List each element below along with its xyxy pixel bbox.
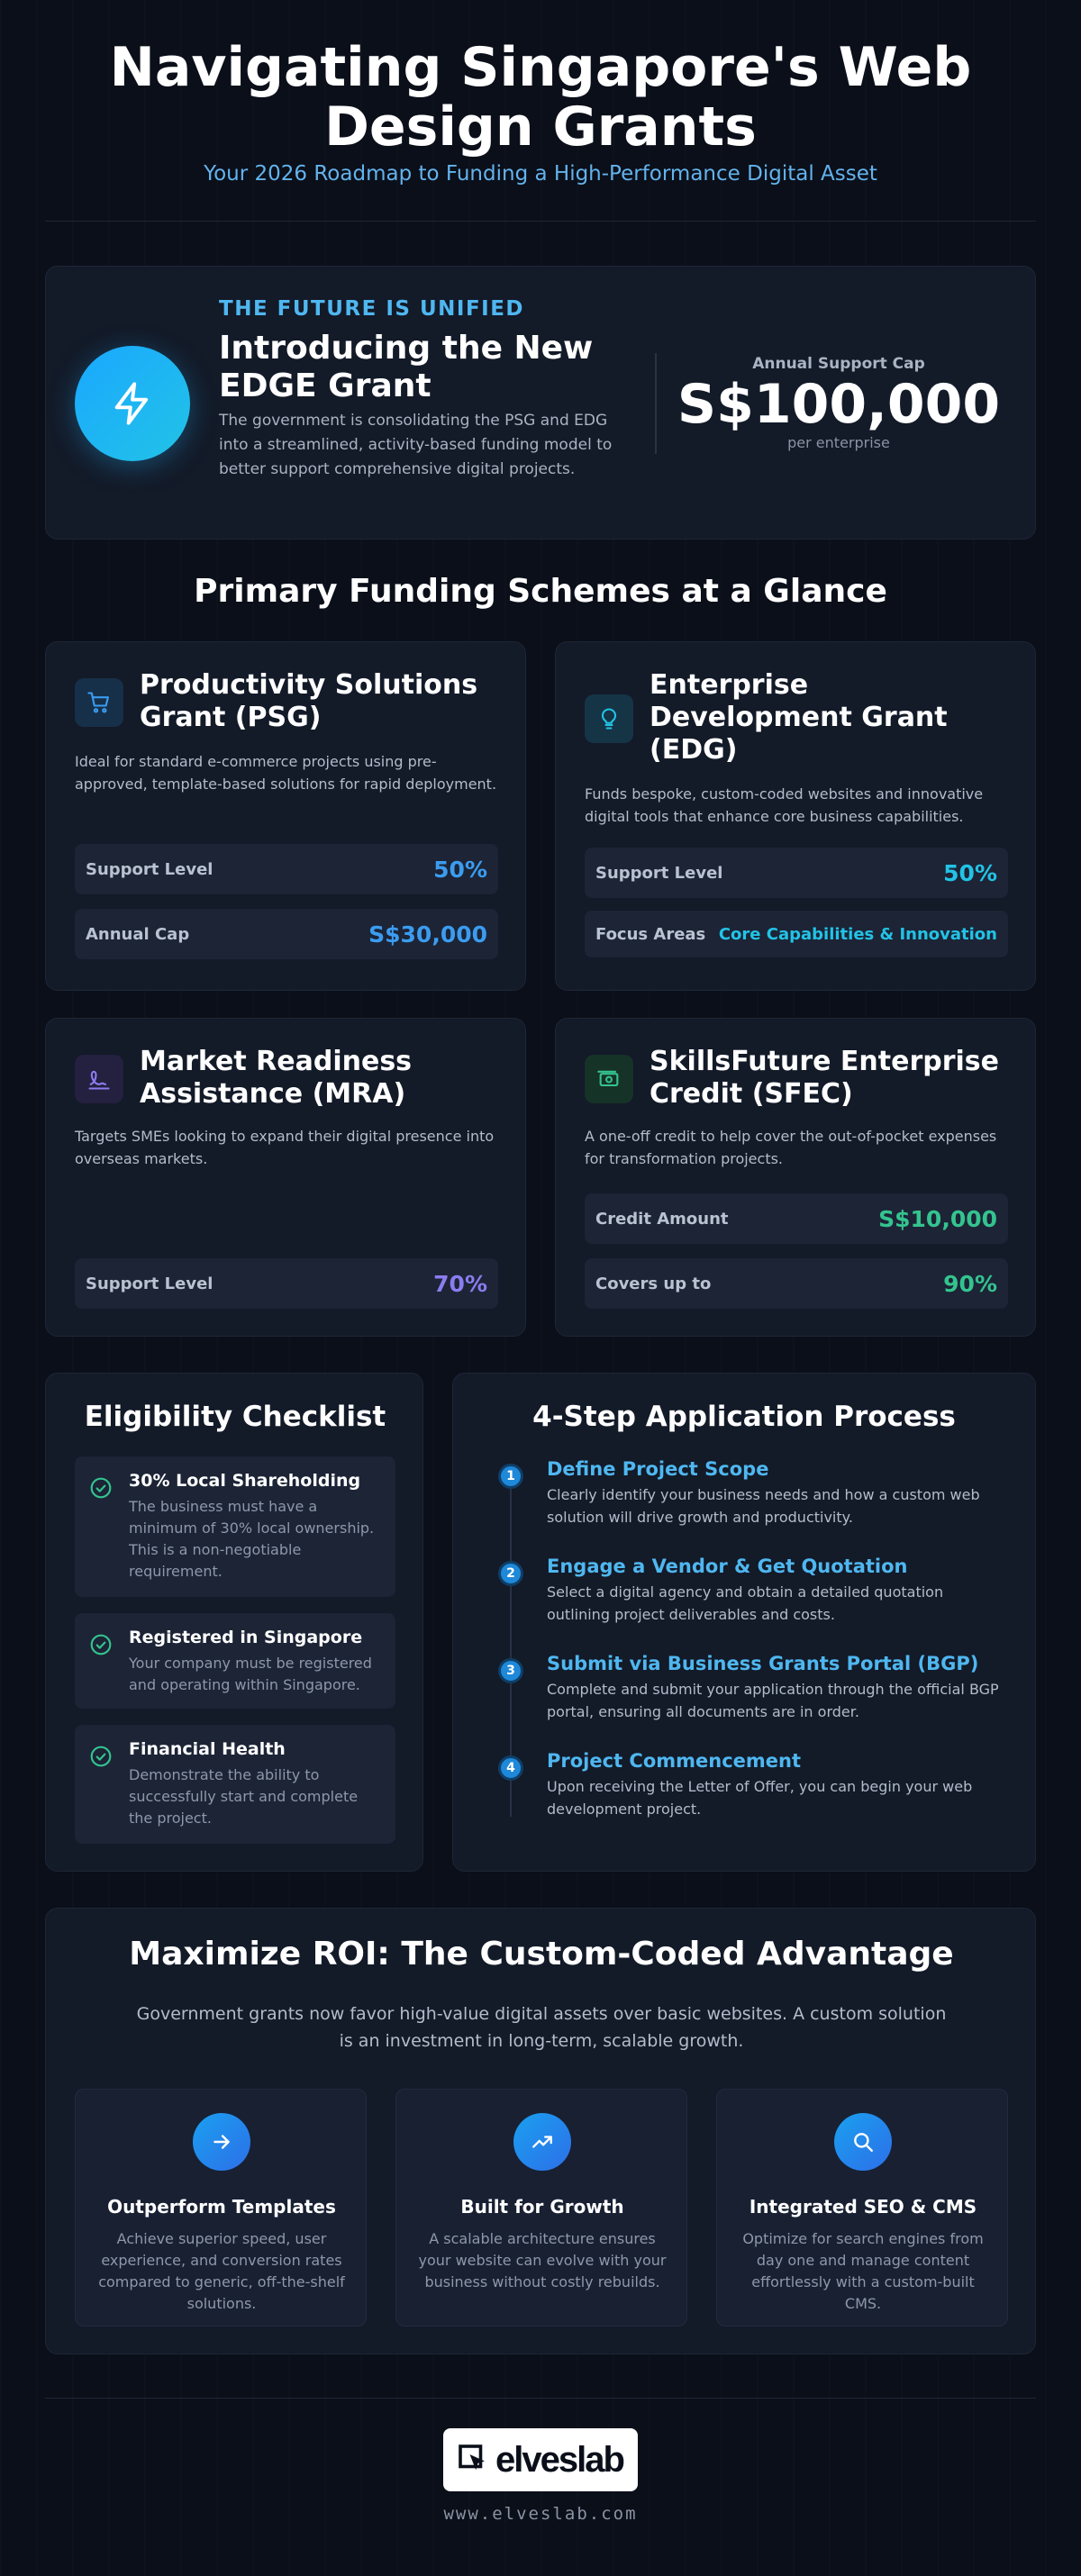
- check-circle-icon: [89, 1633, 113, 1656]
- scheme-title: Market Readiness Assistance (MRA): [140, 1046, 413, 1110]
- eligibility-description: Your company must be registered and operating within Singapore.: [129, 1655, 372, 1693]
- stat-value: Core Capabilities & Innovation: [718, 924, 997, 944]
- check-circle-icon: [89, 1476, 113, 1500]
- scheme-card-sfec: [555, 1018, 1036, 1337]
- stat-row: [585, 1193, 1008, 1244]
- roi-title: Maximize ROI: The Custom-Coded Advantage: [129, 1936, 954, 1973]
- step-description: Complete and submit your application through the official BGP portal, ensuring all documents are in order.: [547, 1681, 999, 1720]
- step-title: Engage a Vendor & Get Quotation: [547, 1556, 908, 1577]
- stat-label: Focus Areas: [595, 924, 706, 944]
- edge-title: Introducing the New EDGE Grant: [219, 330, 594, 404]
- cash-icon: [585, 1055, 633, 1103]
- schemes-title: Primary Funding Schemes at a Glance: [194, 573, 887, 610]
- step-description: Upon receiving the Letter of Offer, you can begin your web development project.: [547, 1778, 973, 1818]
- stat-value: 50%: [433, 856, 487, 883]
- scheme-card-mra: [45, 1018, 526, 1337]
- process-card: [452, 1373, 1036, 1872]
- scheme-description: Funds bespoke, custom-coded websites and innovative digital tools that enhance core business capabilities.: [585, 785, 984, 825]
- eligibility-description: Demonstrate the ability to successfully start and complete the project.: [129, 1766, 359, 1827]
- eligibility-item: [75, 1456, 395, 1597]
- divider: [655, 353, 657, 454]
- step-title: Project Commencement: [547, 1750, 802, 1772]
- edge-eyebrow: THE FUTURE IS UNIFIED: [219, 297, 525, 321]
- stat-label: Annual Cap: [86, 924, 190, 944]
- eligibility-item: [75, 1613, 395, 1709]
- stat-value: S$10,000: [878, 1205, 997, 1232]
- stat-row: [75, 1258, 498, 1309]
- signature-icon: [75, 1055, 123, 1103]
- eligibility-name: Financial Health: [129, 1739, 286, 1759]
- eligibility-name: Registered in Singapore: [129, 1628, 363, 1647]
- stat-row: [75, 844, 498, 894]
- stat-row: [75, 909, 498, 959]
- search-icon: [834, 2113, 892, 2171]
- eligibility-description: The business must have a minimum of 30% local ownership. This is a non-negotiable requirement.: [129, 1498, 375, 1580]
- step-number: 3: [498, 1658, 523, 1683]
- stat-row: [585, 848, 1008, 898]
- feature-description: A scalable architecture ensures your website can evolve with your business without costly rebuilds.: [418, 2230, 667, 2290]
- eligibility-title: Eligibility Checklist: [84, 1401, 386, 1433]
- scheme-card-psg: [45, 641, 526, 991]
- roi-card: [45, 1908, 1036, 2354]
- stat-label: Credit Amount: [595, 1209, 729, 1229]
- stat-label: Support Level: [595, 863, 723, 883]
- cap-label: Annual Support Cap: [752, 355, 925, 373]
- edge-description: The government is consolidating the PSG and EDG into a streamlined, activity-based funding model to better support comprehensive digital projects.: [219, 412, 613, 478]
- logo-text: elveslab: [495, 2439, 623, 2480]
- scheme-card-edg: [555, 641, 1036, 991]
- feature-description: Optimize for search engines from day one and manage content effortlessly with a custom-built CMS.: [742, 2230, 984, 2312]
- trending-up-icon: [513, 2113, 571, 2171]
- scheme-description: Targets SMEs looking to expand their digital presence into overseas markets.: [75, 1128, 495, 1167]
- shopping-cart-icon: [75, 678, 123, 727]
- stat-label: Support Level: [86, 859, 213, 879]
- scheme-title: Productivity Solutions Grant (PSG): [140, 669, 478, 733]
- stat-label: Support Level: [86, 1274, 213, 1293]
- scheme-title: Enterprise Development Grant (EDG): [650, 669, 948, 766]
- feature-card: [395, 2089, 687, 2327]
- stat-label: Covers up to: [595, 1274, 712, 1293]
- brand-logo[interactable]: [443, 2428, 638, 2491]
- eligibility-name: 30% Local Shareholding: [129, 1471, 361, 1491]
- step-number: 4: [498, 1755, 523, 1781]
- edge-grant-card: [45, 266, 1036, 540]
- stat-value: S$30,000: [368, 921, 487, 948]
- lightning-icon: [75, 346, 190, 461]
- scheme-description: Ideal for standard e-commerce projects using pre-approved, template-based solutions for rapid deployment.: [75, 753, 497, 793]
- cap-value: S$100,000: [677, 373, 1001, 436]
- feature-card: [75, 2089, 367, 2327]
- divider: [45, 2398, 1036, 2399]
- feature-title: Integrated SEO & CMS: [749, 2196, 977, 2218]
- roi-intro: Government grants now favor high-value digital assets over basic websites. A custom solution is an investment in long-term, scalable growth.: [136, 2004, 947, 2051]
- page-title: Navigating Singapore's Web Design Grants: [109, 36, 972, 159]
- feature-title: Built for Growth: [460, 2196, 624, 2218]
- stat-row: [585, 1258, 1008, 1309]
- step-title: Define Project Scope: [547, 1458, 769, 1480]
- step-number: 1: [498, 1464, 523, 1489]
- footer-url[interactable]: www.elveslab.com: [443, 2504, 638, 2524]
- feature-card: [716, 2089, 1008, 2327]
- lightbulb-icon: [585, 694, 633, 743]
- step-title: Submit via Business Grants Portal (BGP): [547, 1653, 979, 1674]
- step-description: Clearly identify your business needs and how a custom web solution will drive growth and productivity.: [547, 1486, 980, 1526]
- process-title: 4-Step Application Process: [532, 1401, 956, 1433]
- cursor-icon: [458, 2444, 490, 2476]
- divider: [45, 221, 1036, 222]
- stat-value: 50%: [943, 859, 997, 886]
- stat-value: 70%: [433, 1270, 487, 1297]
- feature-description: Achieve superior speed, user experience, and conversion rates compared to generic, off-the-shelf solutions.: [98, 2230, 345, 2312]
- cap-unit: per enterprise: [787, 434, 890, 451]
- check-circle-icon: [89, 1745, 113, 1768]
- scheme-description: A one-off credit to help cover the out-of-pocket expenses for transformation projects.: [585, 1128, 997, 1167]
- page-subtitle: Your 2026 Roadmap to Funding a High-Performance Digital Asset: [204, 162, 877, 186]
- eligibility-card: [45, 1373, 423, 1872]
- stat-row: [585, 911, 1008, 957]
- arrow-right-icon: [193, 2113, 250, 2171]
- feature-title: Outperform Templates: [107, 2196, 336, 2218]
- scheme-title: SkillsFuture Enterprise Credit (SFEC): [650, 1046, 999, 1110]
- eligibility-item: [75, 1725, 395, 1844]
- stat-value: 90%: [943, 1270, 997, 1297]
- step-description: Select a digital agency and obtain a detailed quotation outlining project deliverables and costs.: [547, 1583, 944, 1623]
- step-number: 2: [498, 1561, 523, 1586]
